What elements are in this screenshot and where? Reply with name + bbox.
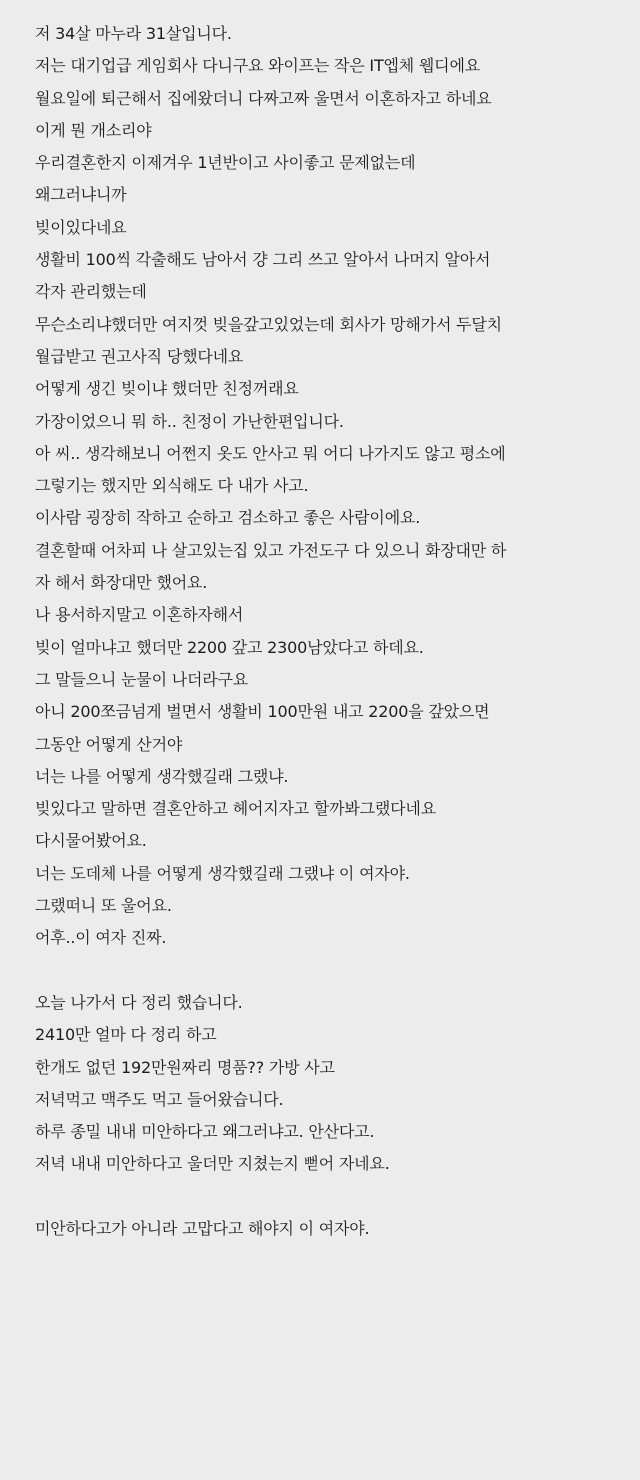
paragraph-gap [35, 955, 624, 987]
text-line: 나 용서하지말고 이혼하자해서 [35, 605, 244, 625]
paragraph-2 [35, 987, 624, 1181]
paragraph-1 [35, 18, 624, 955]
text-line: 저녁먹고 맥주도 먹고 들어왔습니다. [35, 1089, 284, 1109]
text-line: 생활비 100씩 각출해도 남아서 걍 그리 쓰고 알아서 나머지 알아서 [35, 250, 491, 270]
text-line: 너는 도데체 나를 어떻게 생각했길래 그랬냐 이 여자야. [35, 863, 410, 883]
paragraph-gap [35, 1181, 624, 1213]
text-line: 왜그러냐니까 [35, 185, 127, 205]
text-line: 어떻게 생긴 빚이냐 했더만 친정꺼래요 [35, 379, 299, 399]
text-line: 저는 대기업급 게임회사 다니구요 와이프는 작은 IT엡체 웹디에요 [35, 56, 480, 76]
paragraph-3 [35, 1213, 624, 1245]
text-line: 빚있다고 말하면 결혼안하고 헤어지자고 할까봐그랬다네요 [35, 799, 436, 819]
text-line: 저녁 내내 미안하다고 울더만 지쳤는지 뻗어 자네요. [35, 1154, 390, 1174]
text-line: 그 말들으니 눈물이 나더라구요 [35, 669, 248, 689]
text-line: 2410만 얼마 다 정리 하고 [35, 1025, 217, 1045]
text-line: 월급받고 권고사직 당했다네요 [35, 346, 244, 366]
text-line: 자 해서 화장대만 했어요. [35, 573, 208, 593]
text-line: 그랬떠니 또 울어요. [35, 896, 172, 916]
text-line: 오늘 나가서 다 정리 했습니다. [35, 992, 243, 1012]
text-line: 가장이었으니 뭐 하.. 친정이 가난한편입니다. [35, 411, 344, 431]
text-line: 어후..이 여자 진짜. [35, 928, 167, 948]
text-line: 빚이있다네요 [35, 217, 127, 237]
text-line: 저 34살 마누라 31살입니다. [35, 24, 232, 43]
text-line: 너는 나를 어떻게 생각했길래 그랬냐. [35, 766, 289, 786]
text-line: 이게 뭔 개소리야 [35, 120, 152, 140]
text-line: 각자 관리했는데 [35, 282, 147, 302]
text-line: 이사람 굉장히 작하고 순하고 검소하고 좋은 사람이에요. [35, 508, 421, 528]
text-line: 하루 종밀 내내 미안하다고 왜그러냐고. 안산다고. [35, 1122, 375, 1142]
text-line: 월요일에 퇴근해서 집에왔더니 다짜고짜 울면서 이혼하자고 하네요 [35, 88, 492, 108]
text-line: 다시물어봤어요. [35, 831, 147, 851]
text-line: 그동안 어떻게 산거야 [35, 734, 183, 754]
text-line: 결혼할때 어차피 나 살고있는집 있고 가전도구 다 있으니 화장대만 하 [35, 540, 507, 560]
text-line: 우리결혼한지 이제겨우 1년반이고 사이좋고 문제없는데 [35, 153, 416, 173]
closing-line: 미안하다고가 아니라 고맙다고 해야지 이 여자야. [35, 1218, 370, 1238]
text-line: 빚이 얼마냐고 했더만 2200 갚고 2300남았다고 하데요. [35, 637, 424, 657]
text-line: 무슨소리냐했더만 여지껏 빚을갚고있었는데 회사가 망해가서 두달치 [35, 314, 502, 334]
text-line: 아니 200쪼금넘게 벌면서 생활비 100만원 내고 2200을 갚았으면 [35, 702, 490, 722]
text-line: 아 씨.. 생각해보니 어쩐지 옷도 안사고 뭐 어디 나가지도 않고 평소에 [35, 443, 506, 463]
text-line: 한개도 없던 192만원짜리 명품?? 가방 사고 [35, 1057, 335, 1077]
text-line: 그렇기는 했지만 외식해도 다 내가 사고. [35, 476, 309, 496]
